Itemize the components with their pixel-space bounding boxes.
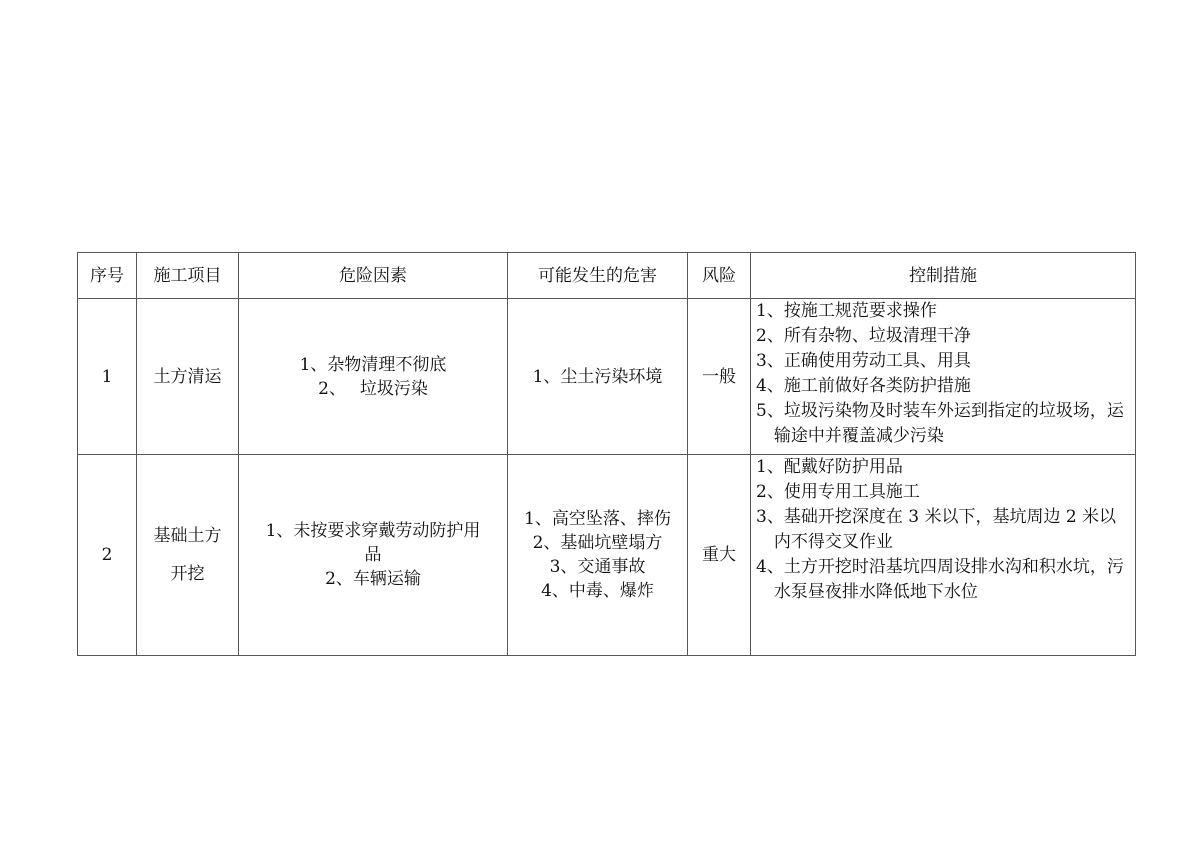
control-measure-item: 2、使用专用工具施工 (756, 482, 920, 502)
header-row (78, 253, 1136, 299)
control-measures-cell (751, 299, 1136, 455)
control-measure-item: 3、正确使用劳动工具、用具 (756, 351, 971, 371)
header-control-measures: 控制措施 (751, 253, 1136, 299)
risk-level-cell: 重大 (688, 455, 751, 656)
construction-item-line: 基础土方 (153, 526, 222, 546)
header-serial-no: 序号 (78, 253, 137, 299)
table-row (78, 455, 1136, 656)
table-body (78, 299, 1136, 656)
possible-harm-line: 3、交通事故 (549, 557, 646, 577)
risk-control-table (77, 252, 1136, 656)
risk-level-cell: 一般 (688, 299, 751, 455)
control-measures-list (751, 455, 1135, 605)
control-measure-item: 5、垃圾污染物及时装车外运到指定的垃圾场，运输途中并覆盖减少污染 (756, 401, 1124, 446)
possible-harm-line: 1、尘土污染环境 (532, 366, 663, 387)
control-measures-cell (751, 455, 1136, 656)
serial-no-cell: 1 (78, 299, 137, 455)
control-measure-item: 1、按施工规范要求操作 (756, 301, 937, 321)
hazard-factor-line: 1、杂物清理不彻底 (299, 354, 447, 375)
possible-harm-cell (508, 455, 688, 656)
hazard-factor-line: 品 (364, 545, 382, 565)
construction-item-line: 土方清运 (153, 366, 222, 387)
hazard-factors-cell (239, 455, 508, 656)
construction-item-cell (137, 299, 239, 455)
header-risk-level: 风险 (688, 253, 751, 299)
hazard-factor-line: 1、未按要求穿戴劳动防护用 (265, 521, 481, 541)
possible-harm-line: 1、高空坠落、摔伤 (524, 509, 671, 529)
possible-harm-cell (508, 299, 688, 455)
hazard-factor-line: 2、 垃圾污染 (318, 378, 428, 399)
hazard-factor-line: 2、车辆运输 (325, 569, 421, 589)
hazard-factors-cell (239, 299, 508, 455)
header-construction-item: 施工项目 (137, 253, 239, 299)
control-measure-item: 3、基础开挖深度在 3 米以下，基坑周边 2 米以内不得交叉作业 (756, 507, 1117, 552)
possible-harm-line: 4、中毒、爆炸 (541, 581, 654, 601)
possible-harm-line: 2、基础坑壁塌方 (532, 533, 663, 553)
construction-item-line: 开挖 (170, 564, 205, 584)
control-measure-item: 4、施工前做好各类防护措施 (756, 376, 971, 396)
control-measure-item: 4、土方开挖时沿基坑四周设排水沟和积水坑，污水泵昼夜排水降低地下水位 (756, 557, 1124, 602)
serial-no-cell: 2 (78, 455, 137, 656)
construction-item-cell (137, 455, 239, 656)
table-row (78, 299, 1136, 455)
header-hazard-factors: 危险因素 (239, 253, 508, 299)
control-measure-item: 2、所有杂物、垃圾清理干净 (756, 326, 971, 346)
header-possible-harm: 可能发生的危害 (508, 253, 688, 299)
control-measures-list (751, 299, 1135, 449)
control-measure-item: 1、配戴好防护用品 (756, 457, 903, 477)
table-header (78, 253, 1136, 299)
